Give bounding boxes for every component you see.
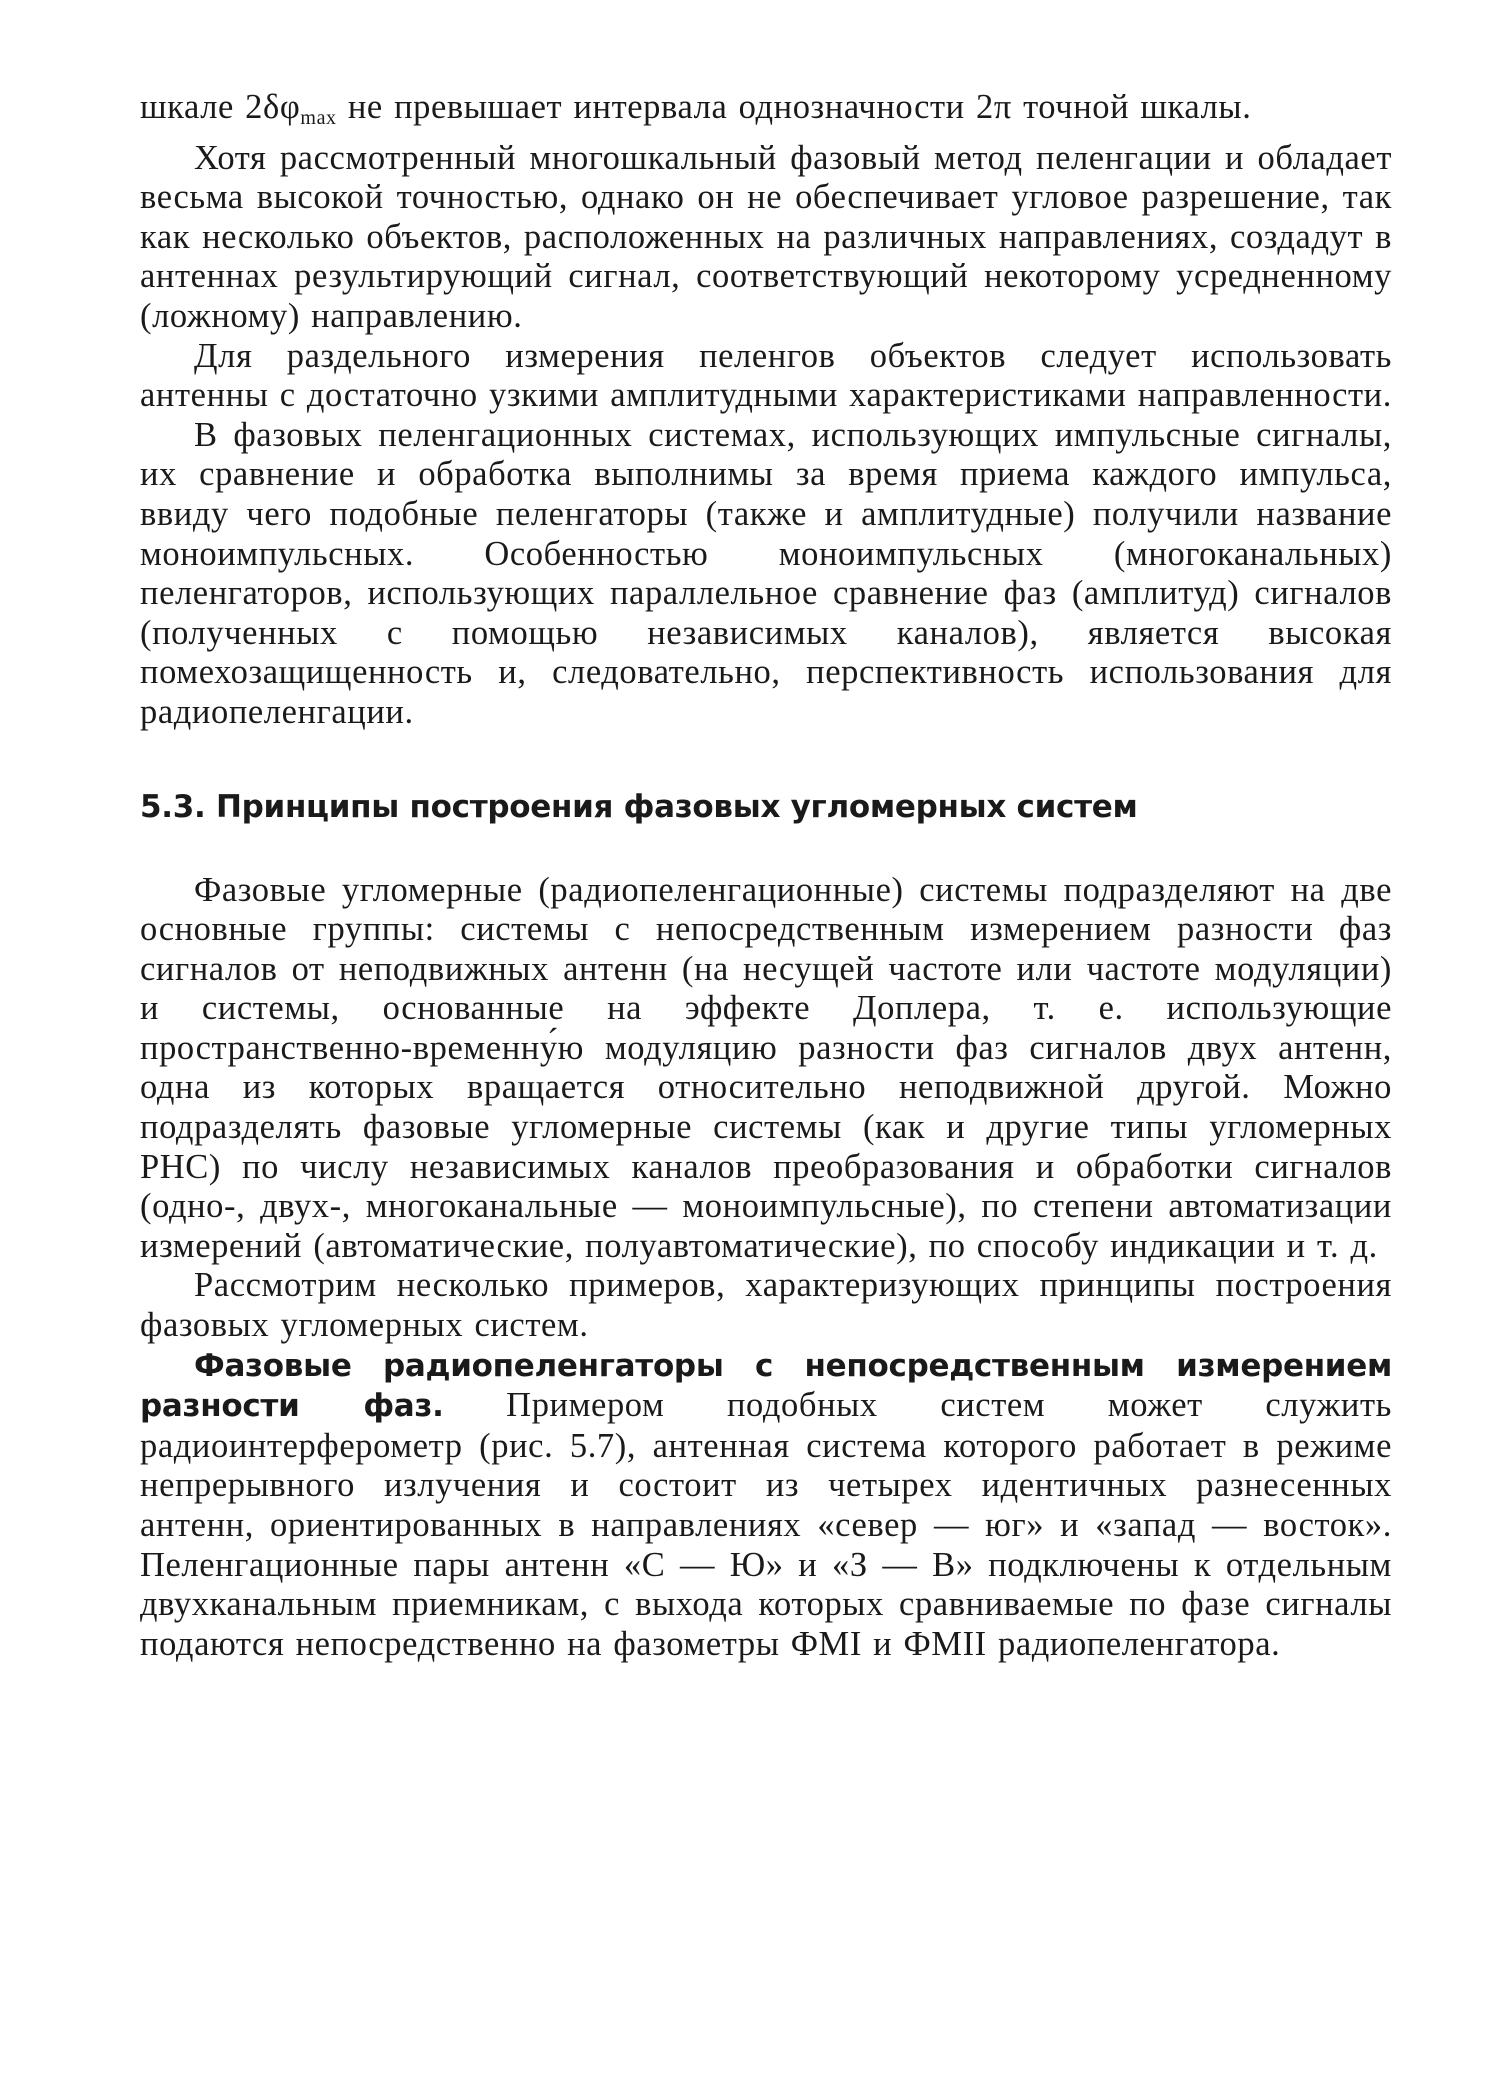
section-heading: 5.3. Принципы построения фазовых угломерных систем — [140, 788, 1138, 825]
paragraph-1: Хотя рассмотренный многошкальный фазовый метод пеленгации и обладает весьма высокой точностью, однако он не обеспечивает угловое разрешение, так как несколько объектов, расположенных на различных направлениях, создадут в антеннах результирующий сигнал, соответствующий некоторому усредненному (ложному) направлению. — [140, 138, 1392, 335]
para0-subscript: max — [300, 107, 337, 129]
page-body — [140, 88, 1392, 1664]
paragraph-6-text: Примером подобных систем может служить радиоинтерферометр (рис. 5.7), антенная система которого работает в режиме непрерывного излучения и состоит из четырех идентичных разнесенных антенн, ориентированных в направлениях «север — юг» и «запад — восток». Пеленгационные пары антенн «С — Ю» и «З — В» подключены к отдельным двухканальным приемникам, с выхода которых сравниваемые по фазе сигналы подаются непосредственно на фазометры ФМI и ФМII радиопеленгатора. — [140, 1386, 1392, 1663]
paragraph-3: В фазовых пеленгационных системах, использующих импульсные сигналы, их сравнение и обработка выполнимы за время приема каждого импульса, ввиду чего подобные пеленгаторы (также и амплитудные) получили название моноимпульсных. Особенностью моноимпульсных (многоканальных) пеленгаторов, использующих параллельное сравнение фаз (амплитуд) сигналов (полученных с помощью независимых каналов), является высокая помехозащищенность и, следовательно, перспективность использования для радиопеленгации. — [140, 415, 1392, 731]
paragraph-2: Для раздельного измерения пеленгов объектов следует использовать антенны с достаточно узкими амплитудными характеристиками направленности. — [140, 336, 1392, 415]
para0-post: не превышает интервала однозначности 2π точной шкалы. — [336, 88, 1252, 126]
spacer — [140, 733, 1392, 787]
runin-heading: Фазовые радиопеленгаторы с непосредственным измерением разности фаз. — [140, 1347, 1392, 1425]
paragraph-5: Рассмотрим несколько примеров, характеризующих принципы построения фазовых угломерных систем. — [140, 1266, 1392, 1345]
spacer — [140, 827, 1392, 871]
paragraph-6 — [140, 1346, 1392, 1665]
paragraph-4: Фазовые угломерные (радиопеленгационные) системы подразделяют на две основные группы: системы с непосредственным измерением разности фаз сигналов от неподвижных антенн (на несущей частоте или частоте модуляции) и системы, основанные на эффекте Доплера, т. е. использующие пространственно-временну́ю модуляцию разности фаз сигналов двух антенн, одна из которых вращается относительно неподвижной другой. Можно подразделять фазовые угломерные системы (как и другие типы угломерных РНС) по числу независимых каналов преобразования и обработки сигналов (одно-, двух-, многоканальные — моноимпульсные), по степени автоматизации измерений (автоматические, полуавтоматические), по способу индикации и т. д. — [140, 870, 1392, 1265]
paragraph-continued — [140, 88, 1392, 139]
para0-pre: шкале 2δφ — [140, 88, 301, 126]
